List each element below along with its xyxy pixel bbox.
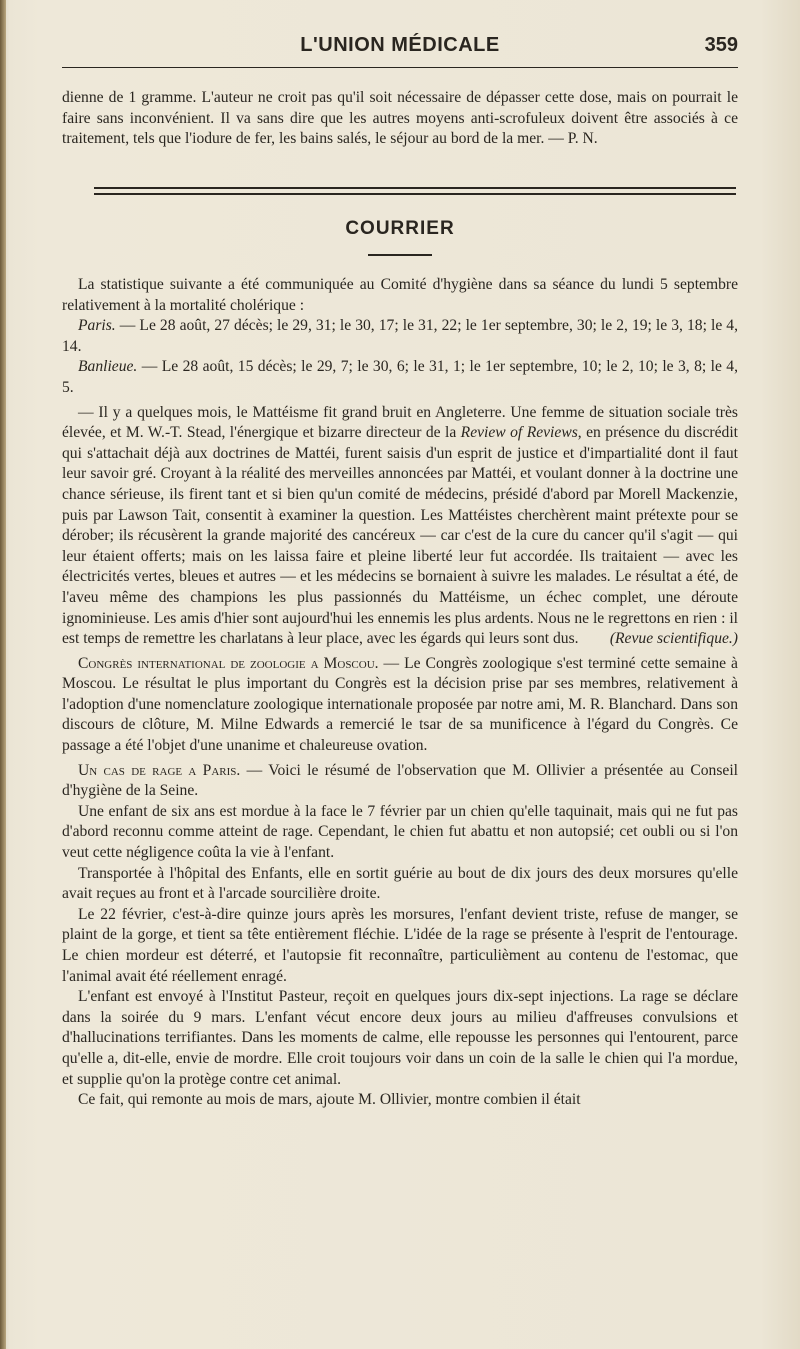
running-title: L'UNION MÉDICALE [300, 34, 500, 56]
intro-block [62, 88, 738, 150]
congres-paragraph [62, 654, 738, 757]
paris-label: Paris. [78, 317, 116, 335]
congres-text: — Le Congrès zoologique s'est terminé cette semaine à Moscou. Le résultat le plus important du Congrès est la décision prise par ses membres, relativement à l'adoption d'une nomenclature zoologique internationale proposée par notre ami, M. R. Blanchard. Dans son discours de clôture, M. Milne Edwards a remercié le tsar de sa munificence à l'égard du Congrès. Ce passage a été l'objet d'une unanime et chaleureuse ovation. [62, 654, 738, 755]
statistics-banlieue [62, 357, 738, 398]
intro-paragraph: dienne de 1 gramme. L'auteur ne croit pas qu'il soit nécessaire de dépasser cette dose, mais on pourrait le faire sans inconvénient. Il va sans dire que les autres moyens anti-scrofuleux doivent être associés à ce traitement, tels que l'iodure de fer, les bains salés, le séjour au bord de la mer. — P. N. [62, 89, 738, 148]
section-double-rule-top [94, 187, 736, 189]
matteisme-text-a: — Il y a quelques mois, le Mattéisme fit grand bruit en Angleterre. Une femme de situation sociale très élevée, et M. W.-T. Stead, l'énergique et bizarre directeur de la [62, 403, 738, 442]
page-header [62, 30, 738, 66]
rage-paragraph-3: Le 22 février, c'est-à-dire quinze jours après les morsures, l'enfant devient triste, refuse de manger, se plaint de la gorge, et tient sa tête entièrement fléchie. L'idée de la rage se présente à l'esprit de l'entourage. Le chien mordeur est déterré, et l'autopsie fit reconnaître, particulièment au contenu de l'estomac, que l'animal avait été réellement enragé. [62, 905, 738, 985]
rage-paragraph-4: L'enfant est envoyé à l'Institut Pasteur, reçoit en quelques jours dix-sept injections. La rage se déclare dans la soirée du 9 mars. L'enfant vécut encore deux jours au milieu d'affreuses convulsions et d'hallucinations terrifiantes. Dans les moments de calme, elle repousse les personnes qui l'entourent, parce qu'elle a, dit-elle, envie de mordre. Elle croit toujours voir dans un coin de la salle le chien qui l'a mordue, et supplie qu'on la protège contre cet animal. [62, 988, 738, 1088]
rage-paragraph-1: Une enfant de six ans est mordue à la face le 7 février par un chien qu'elle taquinait, mais qui ne fut pas d'abord reconnu comme atteint de rage. Cependant, le chien fut abattu et non autopsié; cet oubli ou si l'on veut cette négligence coûta la vie à l'enfant. [62, 802, 738, 862]
binding-edge [0, 0, 6, 1349]
page-number: 359 [704, 34, 738, 56]
paris-figures: — Le 28 août, 27 décès; le 29, 31; le 30, 17; le 31, 22; le 1er septembre, 30; le 2, 19; le 3, 18; le 4, 14. [62, 317, 738, 355]
congres-heading: Congrès international de zoologie a Moscou. [78, 654, 379, 672]
statistics-intro: La statistique suivante a été communiquée au Comité d'hygiène dans sa séance du lundi 5 septembre relativement à la mortalité cholérique : [62, 276, 738, 314]
rage-heading: Un cas de rage a Paris. [78, 761, 241, 779]
rage-paragraph-2: Transportée à l'hôpital des Enfants, elle en sortit guérie au bout de dix jours des deux morsures qu'elle avait reçues au front et à l'arcade sourcilière droite. [62, 864, 738, 903]
courrier-body [62, 275, 738, 1111]
rage-intro-paragraph [62, 761, 738, 802]
statistics-paris [62, 316, 738, 357]
title-underline [368, 254, 432, 256]
section-title: COURRIER [345, 218, 455, 239]
header-rule [62, 67, 738, 68]
matteisme-paragraph [62, 403, 738, 650]
matteisme-source: (Revue scientifique.) [609, 630, 738, 648]
section-double-rule-bottom [94, 193, 736, 195]
matteisme-text-b: , en présence du discrédit qui s'attachait déjà aux doctrines de Mattéi, furent saisis d'un esprit de justice et d'impartialité dont il faut leur savoir gré. Croyant à la réalité des merveilles annoncées par Mattéi, et voulant donner à la doctrine une chance sérieuse, ils firent tant et si bien qu'un comité de médecins, présidé d'abord par Morell Mackenzie, puis par Lawson Tait, consentit à examiner la question. Les Mattéistes cherchèrent maint prétexte pour se dérober; ils récusèrent la grande majorité des cancéreux — car c'est de la cure du cancer qu'il s'agit — qui leur étaient offerts; mais on les laissa faire et pleine liberté leur fut accordée. Ils traitaient — avec les électricités vertes, bleues et autres — et les médecins se bornaient à suivre les malades. Le résultat a été, de l'aveu même des champions les plus passionnés du Mattéisme, un échec complet, une déroute ignominieuse. Les amis d'hier sont aujourd'hui les ennemis les plus ardents. Nous ne le regrettons en rien : il est temps de remettre les charlatans à leur place, avec les égards qui leurs sont dus. [62, 424, 739, 648]
banlieue-figures: — Le 28 août, 15 décès; le 29, 7; le 30, 6; le 31, 1; le 1er septembre, 10; le 2, 10; le 3, 8; le 4, 5. [62, 358, 738, 396]
rage-paragraph-5: Ce fait, qui remonte au mois de mars, ajoute M. Ollivier, montre combien il était [78, 1091, 581, 1109]
rage-intro-text: — Voici le résumé de l'observation que M. Ollivier a présentée au Conseil d'hygiène de la Seine. [62, 761, 738, 800]
banlieue-label: Banlieue. [78, 358, 138, 376]
journal-title: Review of Reviews [460, 424, 578, 442]
